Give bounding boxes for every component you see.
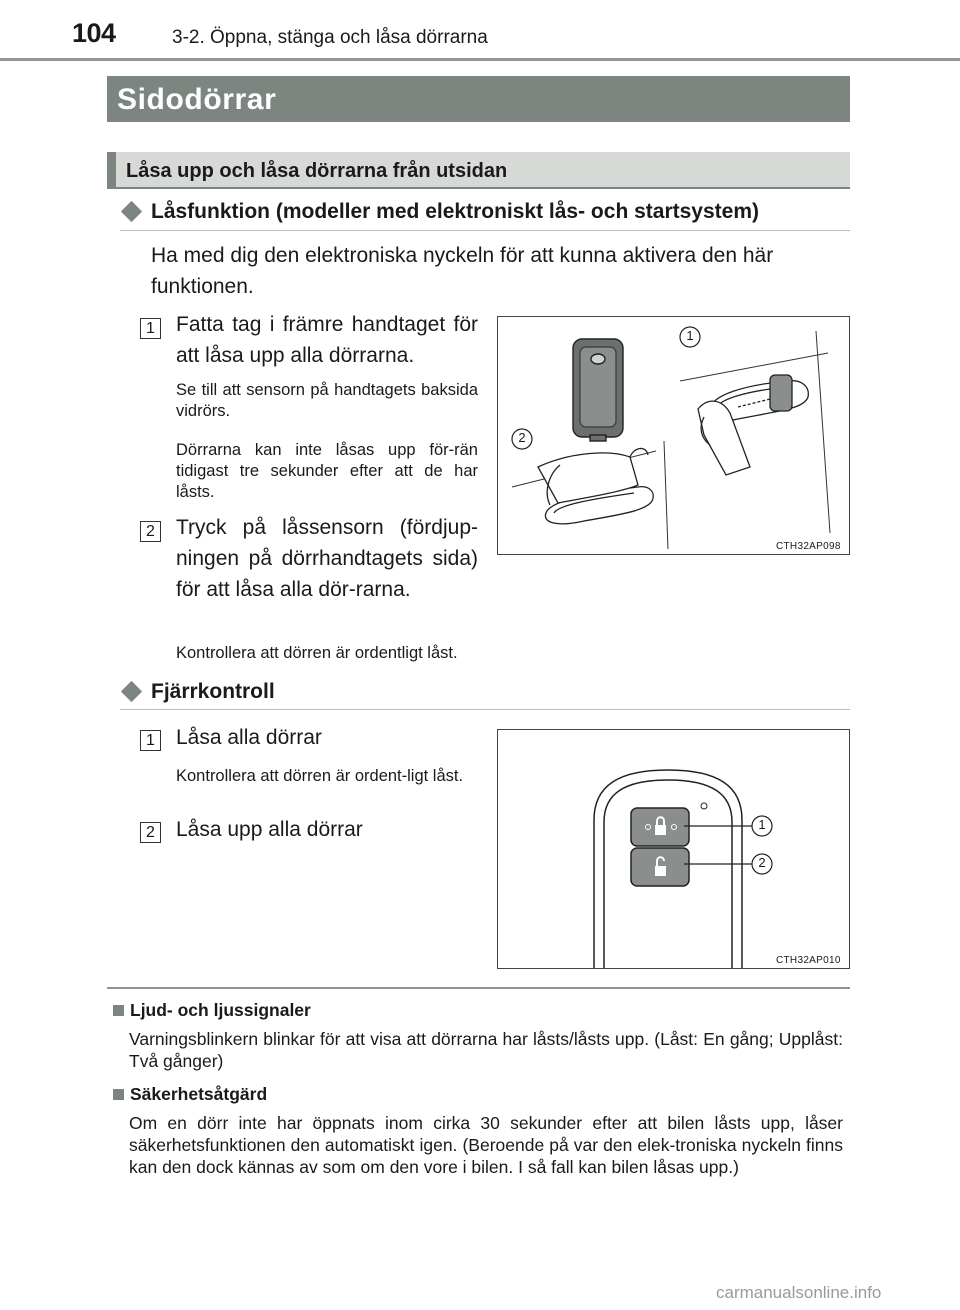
info-1-title: Ljud- och ljussignaler bbox=[130, 1000, 311, 1020]
remote-key-illustration bbox=[498, 730, 851, 970]
remote-step-2-number: 2 bbox=[140, 822, 161, 843]
door-handle-illustration bbox=[498, 317, 851, 556]
info-1-text: Varningsblinkern blinkar för att visa att dörrarna har låsts/låsts upp. (Låst: En gång; Upplåst: Två gånger) bbox=[129, 1029, 843, 1071]
subsection-title: Låsa upp och låsa dörrarna från utsidan bbox=[126, 160, 508, 182]
smart-key-heading-text: Låsfunktion (modeller med elektroniskt lås- och startsystem) bbox=[151, 200, 759, 223]
figure1-callout-1: 1 bbox=[686, 328, 694, 343]
section-banner bbox=[107, 76, 850, 122]
remote-key-figure bbox=[497, 729, 850, 969]
diamond-bullet-icon bbox=[121, 681, 142, 702]
step-2-text: Tryck på låssensorn (fördjup-ningen på dörrhandtagets sida) för att låsa alla dör-rarna. bbox=[176, 516, 478, 601]
unlock-button-icon bbox=[631, 848, 689, 886]
remote-heading bbox=[120, 680, 275, 704]
subsection-banner bbox=[107, 152, 850, 189]
figure2-code: CTH32AP010 bbox=[776, 955, 841, 966]
step-1-note-2: Dörrarna kan inte låsas upp för-rän tidigast tre sekunder efter att de har låsts. bbox=[176, 441, 478, 501]
remote-heading-text: Fjärrkontroll bbox=[151, 680, 275, 703]
running-head: 3-2. Öppna, stänga och låsa dörrarna bbox=[172, 27, 488, 48]
remote-rule bbox=[120, 709, 850, 710]
door-handle-figure bbox=[497, 316, 850, 555]
remote-step-2-text: Låsa upp alla dörrar bbox=[176, 818, 363, 841]
upper-handle-icon bbox=[698, 375, 808, 475]
step-2-number: 2 bbox=[140, 521, 161, 542]
watermark: carmanualsonline.info bbox=[716, 1283, 882, 1302]
info-rule bbox=[107, 987, 850, 989]
step-1-number: 1 bbox=[140, 318, 161, 339]
figure1-callout-2: 2 bbox=[518, 430, 526, 445]
lock-button-icon bbox=[631, 808, 689, 846]
square-bullet-icon bbox=[113, 1089, 124, 1100]
info-2-text: Om en dörr inte har öppnats inom cirka 30 sekunder efter att bilen låsts upp, låser säkerhetsfunktionen den automatiskt igen. (Beroende på var den elek-troniska nyckeln finns kan den dock kännas av som om den vore i bilen. I så fall kan bilen låsas upp.) bbox=[129, 1113, 843, 1177]
page-number: 104 bbox=[72, 18, 116, 48]
smart-key-intro: Ha med dig den elektroniska nyckeln för att kunna aktivera den här funktionen. bbox=[151, 244, 774, 298]
remote-step-1-note: Kontrollera att dörren är ordent-ligt låst. bbox=[176, 767, 464, 785]
step-1-text: Fatta tag i främre handtaget för att låsa upp alla dörrarna. bbox=[176, 313, 478, 367]
diamond-bullet-icon bbox=[121, 201, 142, 222]
header-rule bbox=[0, 58, 960, 61]
smart-key-icon bbox=[573, 339, 623, 441]
info-2-title: Säkerhetsåtgärd bbox=[130, 1084, 268, 1104]
smart-key-heading bbox=[120, 200, 759, 224]
info-2-heading bbox=[113, 1084, 267, 1105]
figure2-callout-1: 1 bbox=[758, 817, 766, 832]
step-2-note: Kontrollera att dörren är ordentligt låst. bbox=[176, 644, 458, 662]
figure2-callout-2: 2 bbox=[758, 855, 766, 870]
smart-key-rule bbox=[120, 230, 850, 231]
square-bullet-icon bbox=[113, 1005, 124, 1016]
remote-step-1-number: 1 bbox=[140, 730, 161, 751]
figure1-code: CTH32AP098 bbox=[776, 541, 841, 552]
remote-step-1-text: Låsa alla dörrar bbox=[176, 726, 322, 749]
step-1-note-1: Se till att sensorn på handtagets baksida vidrörs. bbox=[176, 381, 478, 420]
info-1-heading bbox=[113, 1000, 311, 1021]
section-title: Sidodörrar bbox=[117, 83, 277, 116]
subsection-bar bbox=[107, 152, 116, 187]
lower-handle-icon bbox=[538, 448, 653, 523]
